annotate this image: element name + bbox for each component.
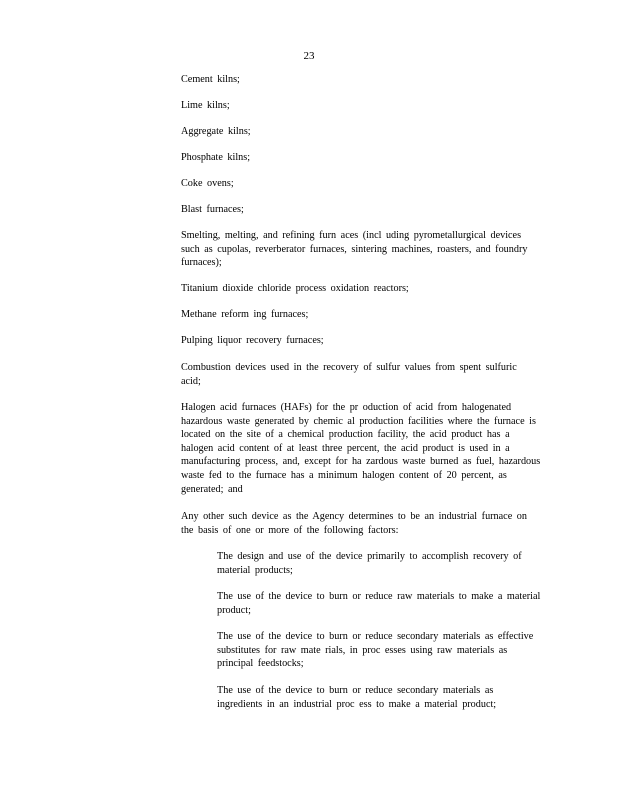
item-methane-reforming: Methane reform ing furnaces; (181, 309, 309, 320)
factor-ingredients: The use of the device to burn or reduce secondary materials as ingredients in an industrial proc ess to make a material product; (217, 685, 497, 710)
factor-raw-materials: The use of the device to burn or reduce raw materials to make a material product; (217, 591, 541, 616)
factor-design-and-use: The design and use of the device primarily to accomplish recovery of material products; (217, 551, 522, 576)
item-smelting: Smelting, melting, and refining furn aces (incl uding pyrometallurgical devices such as cupolas, reverberator furnaces, sintering machines, roasters, and foundry furnaces); (181, 230, 528, 269)
item-halogen-acid-furnaces: Halogen acid furnaces (HAFs) for the pr oduction of acid from halogenated hazardous waste generated by chemic al production facilities where the furnace is located on the site of a chemical production facility, the acid product has a halogen acid content of at least three percent, the acid product is used in a manufacturing process, and, except for ha zardous waste burned as fuel, hazardous waste fed to the furnace has a minimum halogen content of 20 percent, as generated; and (181, 402, 541, 495)
factor-substitutes: The use of the device to burn or reduce secondary materials as effective substitutes for raw mate rials, in proc esses using raw materials as principal feedstocks; (217, 631, 534, 670)
item-titanium-dioxide: Titanium dioxide chloride process oxidation reactors; (181, 283, 409, 294)
item-other-device: Any other such device as the Agency determines to be an industrial furnace on the basis of one or more of the following factors: (181, 511, 527, 536)
item-coke-ovens: Coke ovens; (181, 178, 234, 189)
item-combustion-devices: Combustion devices used in the recovery of sulfur values from spent sulfuric acid; (181, 362, 517, 387)
item-phosphate-kilns: Phosphate kilns; (181, 152, 251, 163)
page-number: 23 (303, 50, 315, 62)
item-lime-kilns: Lime kilns; (181, 100, 230, 111)
item-cement-kilns: Cement kilns; (181, 74, 240, 85)
item-blast-furnaces: Blast furnaces; (181, 204, 244, 215)
item-pulping-liquor: Pulping liquor recovery furnaces; (181, 335, 324, 346)
item-aggregate-kilns: Aggregate kilns; (181, 126, 251, 137)
